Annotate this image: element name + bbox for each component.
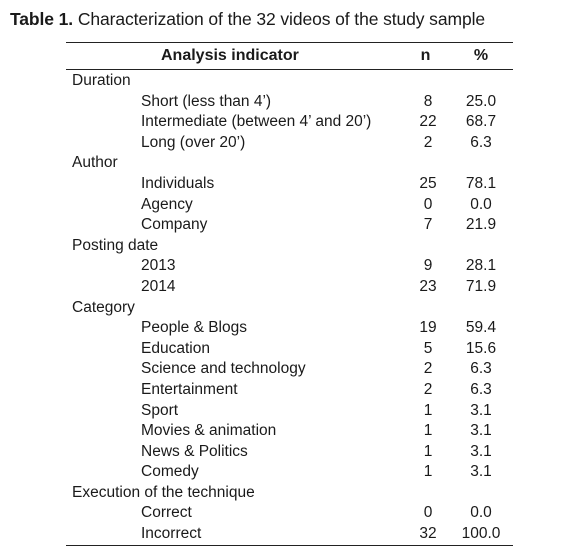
table-row xyxy=(66,442,513,463)
count-cell: 5 xyxy=(423,339,433,357)
indicator-label: Education xyxy=(141,339,210,357)
header-analysis-indicator: Analysis indicator xyxy=(161,47,299,64)
indicator-label: Incorrect xyxy=(141,525,202,543)
percent-cell: 59.4 xyxy=(465,319,497,337)
count-cell: 1 xyxy=(423,442,433,460)
table-group-row xyxy=(66,153,513,174)
group-label: Category xyxy=(72,298,135,316)
table-group-row xyxy=(66,71,513,92)
count-cell: 0 xyxy=(423,195,433,213)
count-cell: 2 xyxy=(423,380,433,398)
count-cell: 2 xyxy=(423,360,433,378)
group-label: Duration xyxy=(72,72,131,89)
table-row xyxy=(66,174,513,195)
header-n: n xyxy=(420,47,431,64)
table-row xyxy=(66,256,513,277)
indicator-label: Company xyxy=(141,216,208,234)
percent-cell: 28.1 xyxy=(465,257,497,275)
percent-cell: 15.6 xyxy=(465,339,497,357)
indicator-label: Entertainment xyxy=(141,380,238,398)
percent-cell: 6.3 xyxy=(470,360,492,378)
count-cell: 2 xyxy=(423,133,433,151)
table-group-row xyxy=(66,298,513,319)
table-row xyxy=(66,92,513,113)
table-row xyxy=(66,133,513,154)
percent-cell: 6.3 xyxy=(470,380,492,398)
table-group-row xyxy=(66,483,513,504)
table-caption-text: Characterization of the 32 videos of the study sample xyxy=(77,9,485,29)
table-row xyxy=(66,195,513,216)
table-header-row xyxy=(66,43,513,70)
table-caption-label: Table 1. xyxy=(10,9,74,29)
indicator-label: Long (over 20’) xyxy=(141,133,246,151)
count-cell: 7 xyxy=(423,216,433,234)
table-row xyxy=(66,503,513,524)
table-row xyxy=(66,359,513,380)
table-row xyxy=(66,462,513,483)
header-percent: % xyxy=(473,47,489,64)
table-row xyxy=(66,277,513,298)
count-cell: 1 xyxy=(423,401,433,419)
table-row xyxy=(66,524,513,545)
count-cell: 1 xyxy=(423,463,433,481)
percent-cell: 0.0 xyxy=(470,504,492,522)
indicator-label: 2014 xyxy=(141,277,176,295)
percent-cell: 3.1 xyxy=(470,463,492,481)
group-label: Posting date xyxy=(72,236,159,254)
table-caption xyxy=(10,9,485,30)
count-cell: 19 xyxy=(419,319,437,337)
table-body xyxy=(66,70,513,545)
percent-cell: 78.1 xyxy=(465,174,497,192)
table-row xyxy=(66,421,513,442)
count-cell: 8 xyxy=(423,92,433,110)
table-row xyxy=(66,401,513,422)
percent-cell: 3.1 xyxy=(470,442,492,460)
indicator-label: Movies & animation xyxy=(141,422,277,440)
count-cell: 22 xyxy=(419,113,437,131)
table-row xyxy=(66,380,513,401)
table-row xyxy=(66,339,513,360)
table-group-row xyxy=(66,236,513,257)
percent-cell: 25.0 xyxy=(465,92,497,110)
count-cell: 23 xyxy=(419,277,437,295)
percent-cell: 100.0 xyxy=(461,525,501,543)
table-row xyxy=(66,112,513,133)
indicator-label: Correct xyxy=(141,504,192,522)
table-row xyxy=(66,318,513,339)
percent-cell: 6.3 xyxy=(470,133,492,151)
indicator-label: Sport xyxy=(141,401,179,419)
table-row xyxy=(66,215,513,236)
indicator-label: Individuals xyxy=(141,174,215,192)
count-cell: 1 xyxy=(423,422,433,440)
group-label: Author xyxy=(72,154,118,172)
indicator-label: Comedy xyxy=(141,463,199,481)
percent-cell: 71.9 xyxy=(465,277,497,295)
percent-cell: 21.9 xyxy=(465,216,497,234)
indicator-label: Science and technology xyxy=(141,360,306,378)
characterization-table xyxy=(66,42,513,546)
indicator-label: Agency xyxy=(141,195,193,213)
indicator-label: People & Blogs xyxy=(141,319,247,337)
indicator-label: Short (less than 4’) xyxy=(141,92,272,110)
count-cell: 32 xyxy=(419,525,437,543)
count-cell: 25 xyxy=(419,174,437,192)
indicator-label: Intermediate (between 4’ and 20’) xyxy=(141,113,372,131)
indicator-label: News & Politics xyxy=(141,442,248,460)
percent-cell: 0.0 xyxy=(470,195,492,213)
percent-cell: 3.1 xyxy=(470,422,492,440)
percent-cell: 3.1 xyxy=(470,401,492,419)
group-label: Execution of the technique xyxy=(72,483,255,501)
count-cell: 0 xyxy=(423,504,433,522)
count-cell: 9 xyxy=(423,257,433,275)
indicator-label: 2013 xyxy=(141,257,176,275)
percent-cell: 68.7 xyxy=(465,113,497,131)
